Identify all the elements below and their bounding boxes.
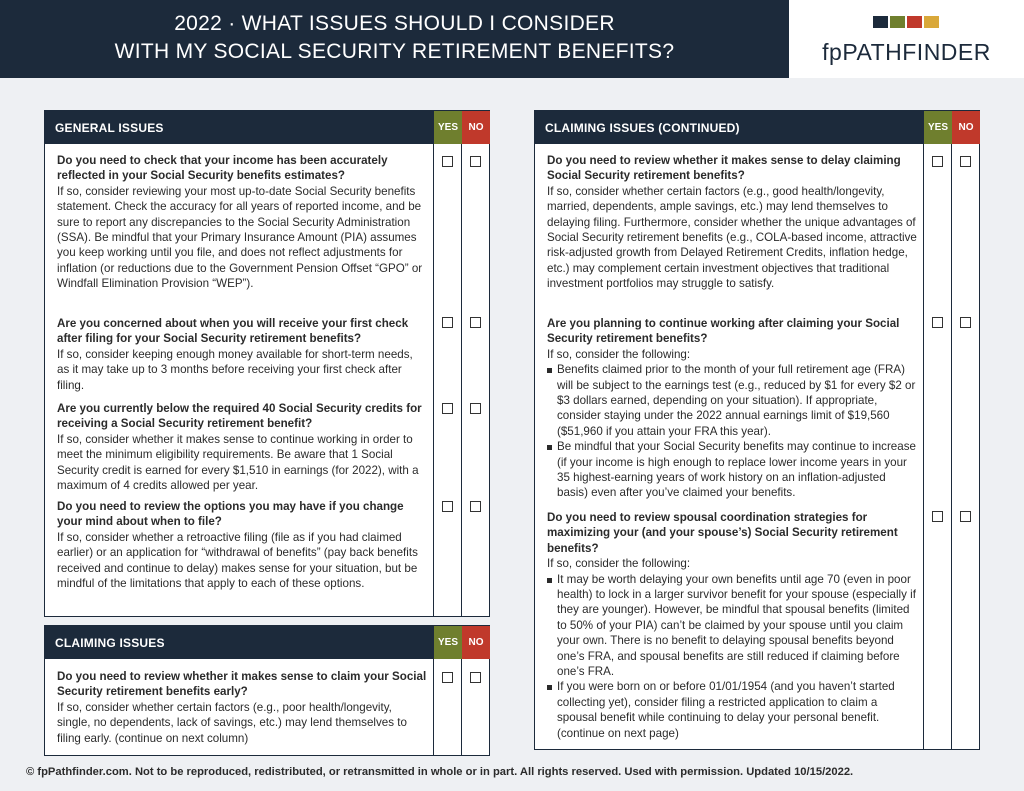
bullet-list — [547, 362, 919, 501]
general-issues-panel — [44, 110, 490, 617]
column-divider — [433, 659, 434, 755]
no-checkbox[interactable] — [960, 317, 971, 328]
page-title-line2: WITH MY SOCIAL SECURITY RETIREMENT BENEFITS? — [114, 40, 675, 63]
question-text: Do you need to review whether it makes sense to claim your Social Security retirement benefits early? — [57, 670, 427, 699]
no-column-label: NO — [952, 111, 980, 144]
question-marker — [45, 155, 52, 167]
column-divider — [461, 659, 462, 755]
question-marker — [535, 318, 542, 330]
answer-text: If so, consider keeping enough money available for short-term needs, as it may take up to 3 months before receiving your first check after filing. — [57, 347, 413, 392]
question-marker — [45, 501, 52, 513]
logo-block-gold — [924, 16, 939, 28]
no-checkbox[interactable] — [470, 672, 481, 683]
bullet-item: Benefits claimed prior to the month of your full retirement age (FRA) will be subject to the earnings test (e.g., reduced by $1 for every $2 or $3 dollars earned, depending on your situation). If appropriate, consider staying under the 2022 annual earnings limit of $19,560 ($51,960 if you attain your FRA this year). — [547, 362, 919, 439]
question-item — [547, 316, 919, 501]
no-checkbox[interactable] — [470, 317, 481, 328]
answer-text: If so, consider whether it makes sense to continue working in order to meet the minimum eligibility requirements. Be aware that 1 Social Security credit is earned for every $1,510 in earnings (for 2022), with a maximum of 4 credits allowed per year. — [57, 432, 419, 493]
yes-checkbox[interactable] — [442, 501, 453, 512]
question-item — [57, 153, 427, 292]
no-checkbox[interactable] — [470, 403, 481, 414]
logo-block-green — [890, 16, 905, 28]
claiming-issues-continued-panel — [534, 110, 980, 750]
column-divider — [461, 144, 462, 616]
logo-text: fpPATHFINDER — [822, 39, 991, 65]
yes-column-label: YES — [924, 111, 952, 144]
yes-column-label: YES — [434, 626, 462, 659]
question-item — [57, 316, 427, 393]
bullet-item: Be mindful that your Social Security benefits may continue to increase (if your income is high enough to replace lower income years in your 35 highest-earning years of work history on an inflation-adjusted basis) even after you’ve claimed your benefits. — [547, 439, 919, 501]
section-title: CLAIMING ISSUES (CONTINUED) — [545, 121, 740, 135]
question-text: Are you currently below the required 40 Social Security credits for receiving a Social Security retirement benefit? — [57, 402, 422, 431]
bullet-list — [547, 572, 919, 741]
yes-checkbox[interactable] — [442, 156, 453, 167]
question-text: Do you need to review whether it makes sense to delay claiming Social Security retirement benefits? — [547, 154, 901, 183]
yes-checkbox[interactable] — [932, 511, 943, 522]
logo-block-red — [907, 16, 922, 28]
yes-checkbox[interactable] — [442, 317, 453, 328]
question-marker — [535, 155, 542, 167]
question-text: Do you need to review the options you may have if you change your mind about when to file? — [57, 500, 404, 529]
yes-checkbox[interactable] — [442, 672, 453, 683]
question-marker — [535, 512, 542, 524]
claiming-issues-header — [45, 626, 489, 659]
question-item — [57, 401, 427, 493]
column-divider — [951, 144, 952, 749]
claiming-continued-header — [535, 111, 979, 144]
bullet-item: It may be worth delaying your own benefits until age 70 (even in poor health) to lock in a larger survivor benefit for your spouse (especially if they are younger). However, be mindful that spousal benefits (limited to 50% of your PIA) can’t be claimed by your spouse until you claim your own. There is no benefit to delaying spousal benefits beyond one’s FRA, and spousal benefits are still reduced if claiming before one’s FRA. — [547, 572, 919, 680]
no-checkbox[interactable] — [470, 501, 481, 512]
bullet-item: If you were born on or before 01/01/1954 (and you haven’t started collecting yet), consider filing a restricted application to claim a spousal benefit while continuing to delay your personal benefit. (continue on next page) — [547, 679, 919, 741]
no-checkbox[interactable] — [470, 156, 481, 167]
question-text: Are you planning to continue working after claiming your Social Security retirement benefits? — [547, 317, 900, 346]
page-header — [0, 0, 789, 78]
page-title-line1: 2022 · WHAT ISSUES SHOULD I CONSIDER — [174, 12, 615, 35]
question-text: Do you need to check that your income has been accurately reflected in your Social Security benefits estimates? — [57, 154, 388, 183]
question-marker — [45, 671, 52, 683]
answer-text: If so, consider whether certain factors (e.g., poor health/longevity, single, no dependents, lack of savings, etc.) may lend themselves to filing early. (continue on next column) — [57, 700, 407, 745]
no-checkbox[interactable] — [960, 511, 971, 522]
column-divider — [433, 144, 434, 616]
question-item — [57, 669, 427, 746]
answer-text: If so, consider whether a retroactive filing (file as if you had claimed earlier) or an application for “withdrawal of benefits” (pay back benefits received and continue to delay) makes sense for your situation, but be mindful of the limitations that apply to each of these options. — [57, 530, 418, 591]
section-title: GENERAL ISSUES — [55, 121, 164, 135]
answer-text: If so, consider reviewing your most up-to-date Social Security benefits statement. Check the accuracy for all years of reported income, and be sure to report any discrepancies to the Social Security Administration (SSA). Be mindful that your Primary Insurance Amount (PIA) assumes you keep working until you file, and does not reflect adjustments for inflation (or reductions due to the Government Pension Offset “GPO” or Windfall Elimination Provision “WEP”). — [57, 184, 423, 291]
question-item — [57, 499, 427, 591]
no-checkbox[interactable] — [960, 156, 971, 167]
logo-block-navy — [873, 16, 888, 28]
answer-text: If so, consider the following: — [547, 347, 691, 361]
question-item — [547, 510, 919, 741]
answer-text: If so, consider the following: — [547, 557, 691, 571]
question-marker — [45, 403, 52, 415]
brand-logo — [789, 0, 1024, 78]
copyright-footer: © fpPathfinder.com. Not to be reproduced, redistributed, or retransmitted in whole or in part. All rights reserved. Used with permission. Updated 10/15/2022. — [26, 766, 854, 778]
yes-checkbox[interactable] — [932, 156, 943, 167]
column-divider — [923, 144, 924, 749]
question-text: Are you concerned about when you will receive your first check after filing for your Social Security retirement benefits? — [57, 317, 409, 346]
question-marker — [45, 318, 52, 330]
logo-color-blocks — [873, 16, 939, 28]
question-item — [547, 153, 917, 292]
yes-checkbox[interactable] — [442, 403, 453, 414]
general-issues-header — [45, 111, 489, 144]
answer-text: If so, consider whether certain factors (e.g., good health/longevity, married, dependents, ample savings, etc.) may lend themselves to delaying filing. Furthermore, consider whether the unique advantages of Social Security retirement benefits (e.g., COLA-based income, attractive risk-adjusted growth from Delayed Retirement Credits, inflation hedge, etc.) may complement certain investment objectives that traditional investment portfolios may struggle to satisfy. — [547, 184, 917, 291]
no-column-label: NO — [462, 111, 490, 144]
no-column-label: NO — [462, 626, 490, 659]
yes-column-label: YES — [434, 111, 462, 144]
claiming-issues-panel — [44, 625, 490, 756]
yes-checkbox[interactable] — [932, 317, 943, 328]
question-text: Do you need to review spousal coordination strategies for maximizing your (and your spouse’s) Social Security retirement benefits? — [547, 511, 898, 555]
section-title: CLAIMING ISSUES — [55, 636, 165, 650]
